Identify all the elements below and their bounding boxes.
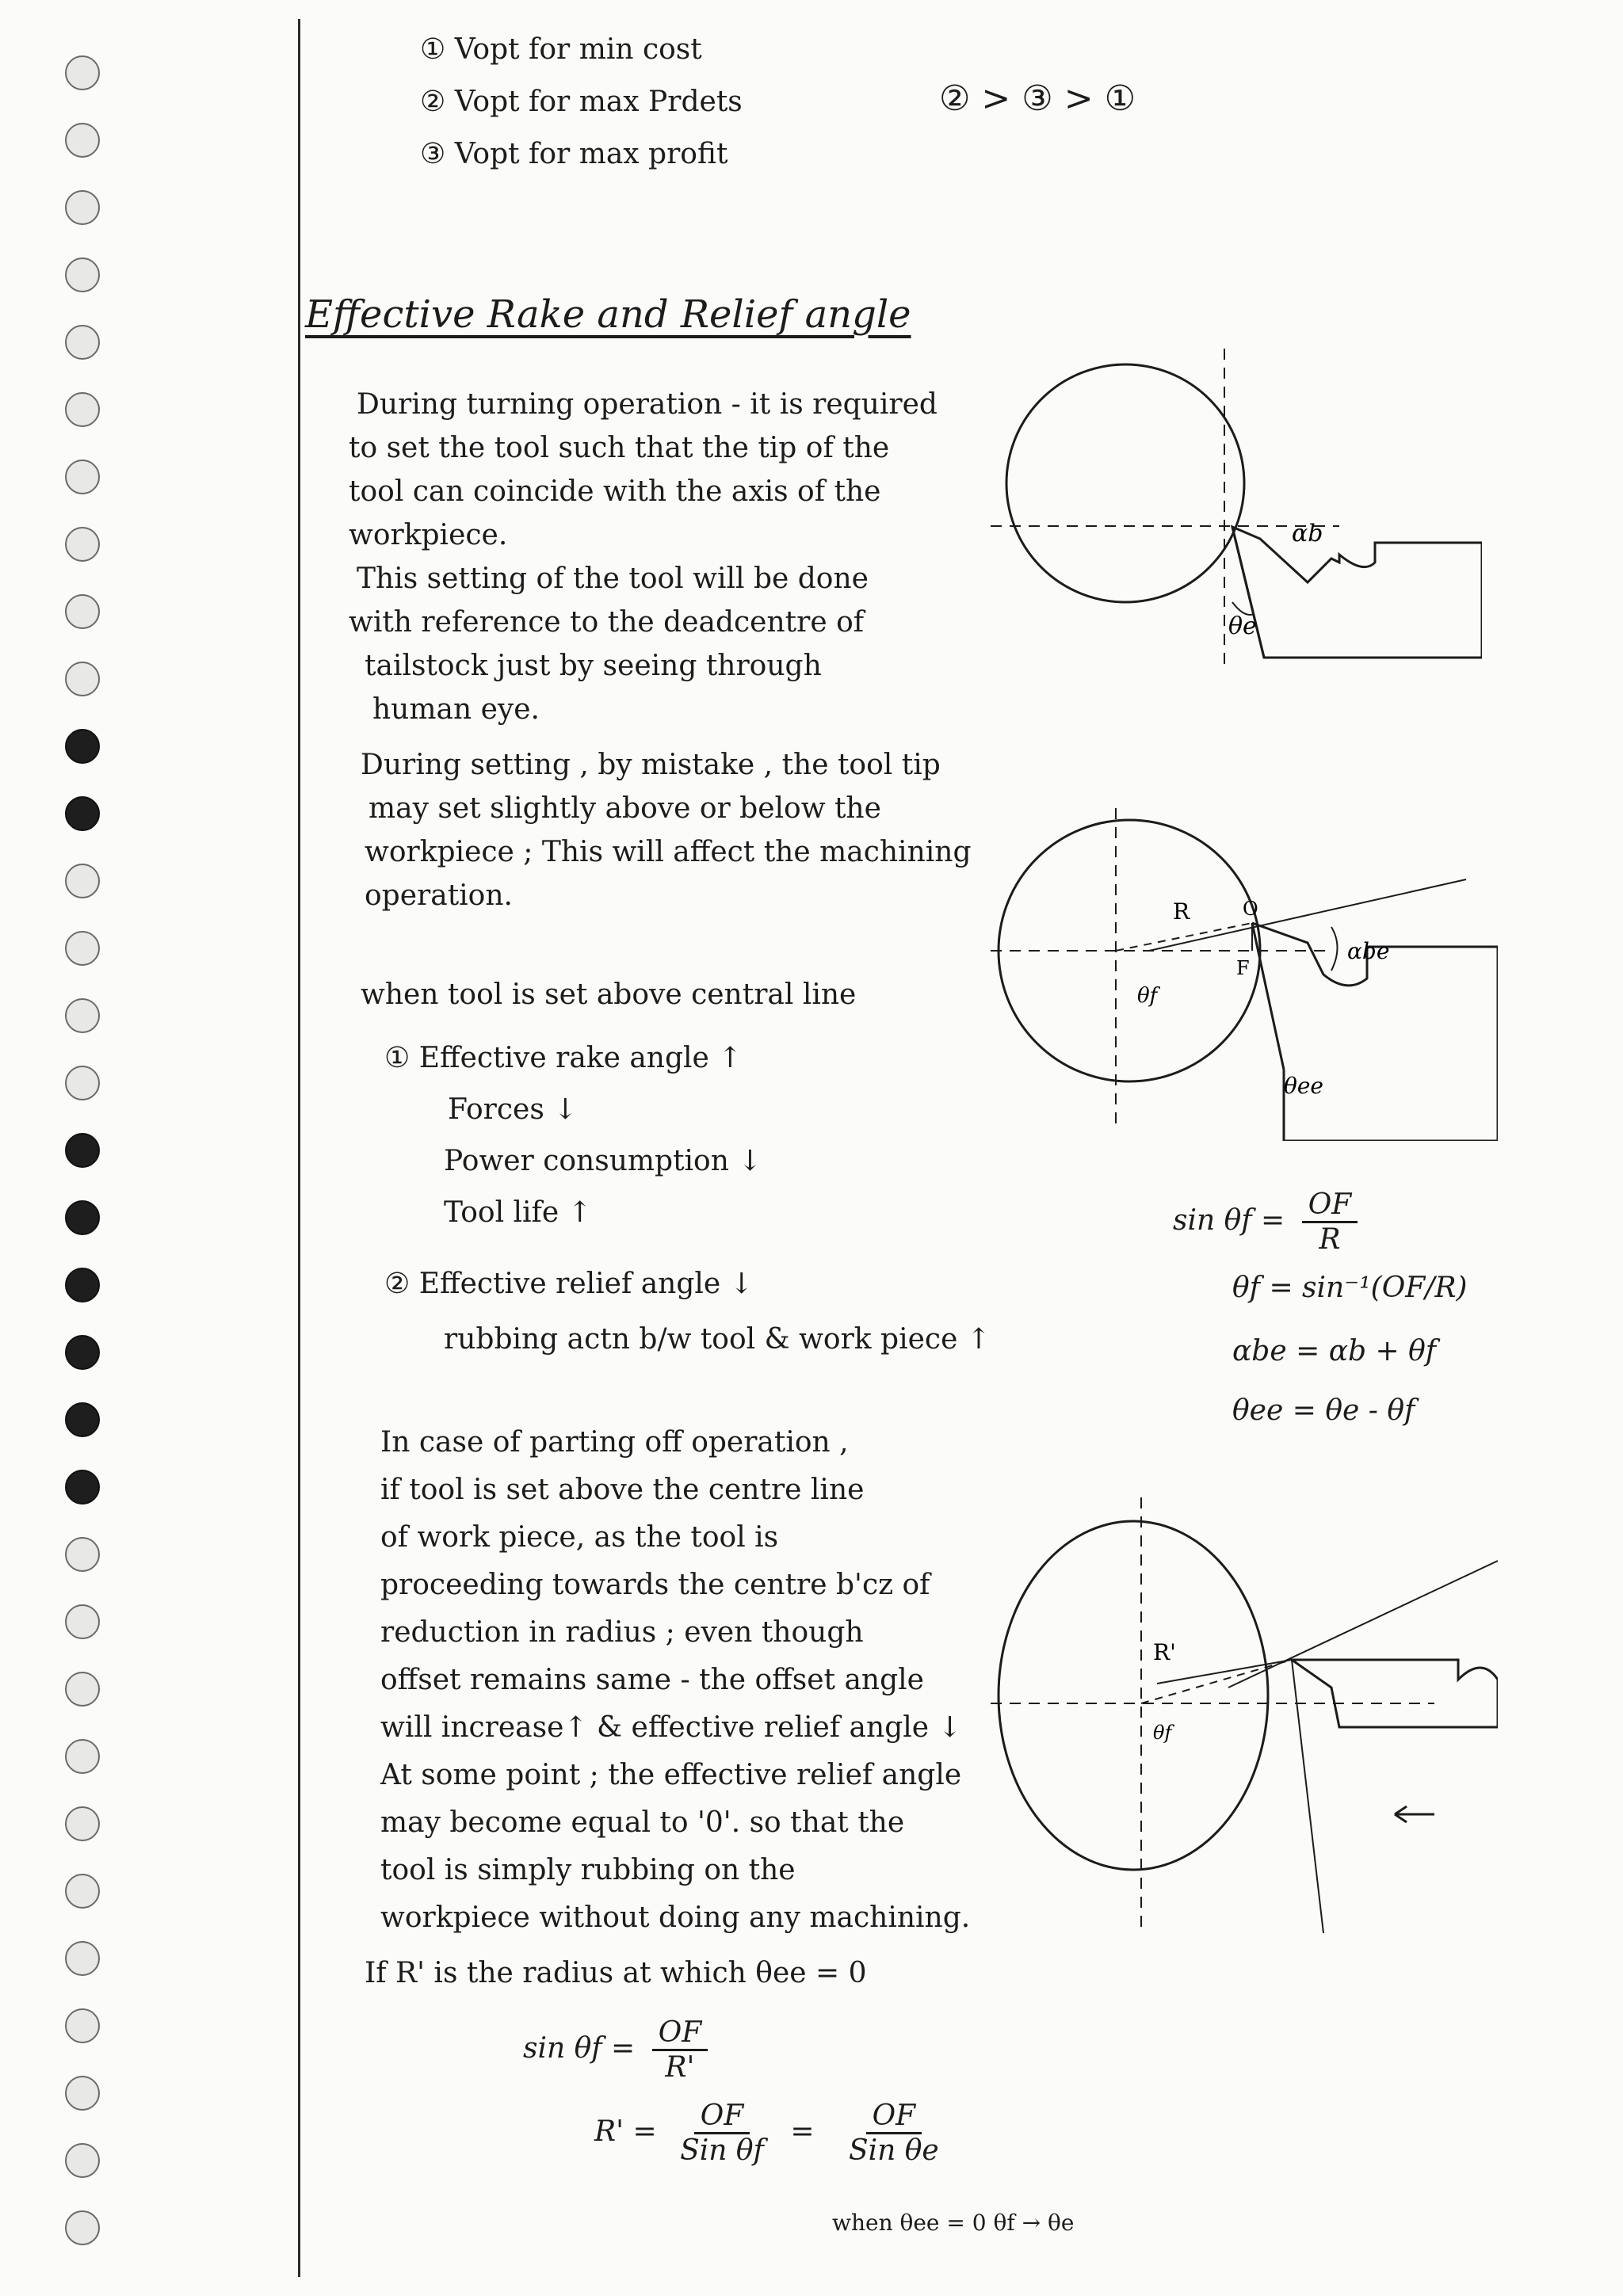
text-line: Power consumption ↓ bbox=[444, 1145, 762, 1177]
binder-holes bbox=[48, 40, 143, 2274]
tool-outline bbox=[1292, 1660, 1498, 1727]
binder-hole bbox=[65, 190, 100, 225]
alpha-label: αb bbox=[1292, 520, 1323, 547]
text-line: workpiece without doing any machining. bbox=[380, 1901, 971, 1934]
binder-hole bbox=[65, 1402, 100, 1437]
binder-hole bbox=[65, 2143, 100, 2178]
binder-hole bbox=[65, 931, 100, 966]
binder-hole bbox=[65, 257, 100, 292]
denominator: Sin θf bbox=[680, 2134, 764, 2168]
formula-lhs: sin θf = bbox=[1173, 1203, 1285, 1237]
formula: θee = θe - θf bbox=[1232, 1394, 1415, 1427]
binder-hole bbox=[65, 325, 100, 360]
fraction bbox=[652, 2016, 708, 2084]
text-line: If R' is the radius at which θee = 0 bbox=[365, 1957, 867, 1989]
theta-f-label: θf bbox=[1137, 984, 1158, 1008]
text-line: when tool is set above central line bbox=[361, 978, 857, 1011]
fraction bbox=[674, 2100, 770, 2168]
binder-hole bbox=[65, 1200, 100, 1235]
formula: αbe = αb + θf bbox=[1232, 1335, 1437, 1367]
text-line: reduction in radius ; even though bbox=[380, 1616, 864, 1649]
binder-hole bbox=[65, 796, 100, 831]
figure-parting-off bbox=[991, 1497, 1498, 1941]
formula-lhs: sin θf = bbox=[523, 2031, 636, 2065]
text-line: may set slightly above or below the bbox=[369, 792, 881, 825]
binder-hole bbox=[65, 998, 100, 1033]
footnote: when θee = 0 θf → θe bbox=[832, 2210, 1075, 2236]
text-line: will increase↑ & effective relief angle ↓ bbox=[380, 1711, 962, 1744]
text-line: workpiece. bbox=[349, 519, 508, 551]
binder-hole bbox=[65, 2076, 100, 2111]
angle-arc bbox=[1331, 927, 1338, 971]
alpha-label: αbe bbox=[1347, 938, 1390, 964]
text-line: workpiece ; This will affect the machining bbox=[365, 836, 972, 868]
binder-hole bbox=[65, 1739, 100, 1774]
text-line: tool can coincide with the axis of the bbox=[349, 475, 881, 508]
text-line: offset remains same - the offset angle bbox=[380, 1664, 924, 1696]
formula-lhs: R' = bbox=[594, 2115, 657, 2148]
text-line: to set the tool such that the tip of the bbox=[349, 432, 890, 464]
formula bbox=[523, 2016, 708, 2084]
foot-label: F bbox=[1236, 957, 1250, 979]
text-line: proceeding towards the centre b'cz of bbox=[380, 1569, 930, 1601]
numerator: OF bbox=[866, 2100, 922, 2134]
binder-hole bbox=[65, 1133, 100, 1168]
binder-hole bbox=[65, 594, 100, 629]
text-line: rubbing actn b/w tool & work piece ↑ bbox=[444, 1323, 991, 1356]
binder-hole bbox=[65, 392, 100, 427]
text-line: if tool is set above the centre line bbox=[380, 1474, 865, 1506]
figure-tool-on-center bbox=[991, 349, 1482, 681]
binder-hole bbox=[65, 1941, 100, 1976]
tool-outline bbox=[1232, 527, 1482, 658]
binder-hole bbox=[65, 1066, 100, 1100]
denominator: R bbox=[1319, 1223, 1341, 1257]
formula: θf = sin⁻¹(OF/R) bbox=[1232, 1272, 1468, 1304]
list-item: ② Vopt for max Prdets bbox=[420, 86, 743, 118]
binder-hole bbox=[65, 1470, 100, 1505]
radius-label: R bbox=[1173, 898, 1190, 925]
text-line: may become equal to '0'. so that the bbox=[380, 1806, 905, 1839]
denominator: R' bbox=[665, 2051, 695, 2084]
figure-1-svg bbox=[991, 349, 1482, 681]
text-line: ② Effective relief angle ↓ bbox=[384, 1268, 754, 1300]
tool-flank-line bbox=[1292, 1660, 1323, 1933]
denominator: Sin θe bbox=[848, 2134, 939, 2168]
ordering: ② > ③ > ① bbox=[939, 78, 1136, 119]
binder-hole bbox=[65, 2008, 100, 2043]
text-line: At some point ; the effective relief angle bbox=[380, 1759, 962, 1791]
binder-hole bbox=[65, 527, 100, 562]
text-line: Forces ↓ bbox=[448, 1093, 578, 1126]
binder-hole bbox=[65, 864, 100, 898]
tool-flank bbox=[1252, 923, 1284, 1070]
figure-2-svg bbox=[991, 808, 1498, 1141]
binder-hole bbox=[65, 1806, 100, 1841]
text-line: During setting , by mistake , the tool tip bbox=[361, 749, 941, 781]
numerator: OF bbox=[694, 2100, 750, 2134]
radius-label: R' bbox=[1153, 1639, 1176, 1665]
theta-f-label: θf bbox=[1153, 1722, 1172, 1744]
list-item: ① Vopt for min cost bbox=[420, 33, 702, 66]
binder-hole bbox=[65, 1672, 100, 1707]
tangent-line bbox=[1149, 879, 1466, 951]
equals-sign: = bbox=[790, 2115, 815, 2148]
text-line: human eye. bbox=[372, 693, 540, 726]
numerator: OF bbox=[652, 2016, 708, 2051]
fraction bbox=[1302, 1188, 1358, 1257]
binder-hole bbox=[65, 662, 100, 696]
text-line: with reference to the deadcentre of bbox=[349, 606, 865, 639]
binder-hole bbox=[65, 1268, 100, 1302]
fraction bbox=[842, 2100, 945, 2168]
binder-hole bbox=[65, 1604, 100, 1639]
theta-label: θe bbox=[1228, 612, 1257, 640]
text-line: operation. bbox=[365, 879, 513, 912]
figure-tool-above-center bbox=[991, 808, 1498, 1141]
formula bbox=[1173, 1188, 1358, 1257]
radius-line bbox=[1116, 923, 1252, 951]
binder-hole bbox=[65, 729, 100, 764]
margin-line bbox=[298, 19, 300, 2277]
text-line: tool is simply rubbing on the bbox=[380, 1854, 796, 1886]
binder-hole bbox=[65, 1874, 100, 1909]
binder-hole bbox=[65, 1537, 100, 1572]
text-line: Tool life ↑ bbox=[444, 1196, 592, 1229]
origin-label: O bbox=[1243, 898, 1258, 920]
binder-hole bbox=[65, 1335, 100, 1370]
binder-hole bbox=[65, 55, 100, 90]
list-item: ③ Vopt for max profit bbox=[420, 138, 728, 170]
feed-arrow-icon bbox=[1395, 1806, 1434, 1822]
text-line: ① Effective rake angle ↑ bbox=[384, 1042, 743, 1074]
binder-hole bbox=[65, 123, 100, 158]
workpiece-outline bbox=[999, 1521, 1268, 1870]
binder-hole bbox=[65, 460, 100, 494]
binder-hole bbox=[65, 2210, 100, 2245]
formula bbox=[594, 2100, 945, 2168]
section-title: Effective Rake and Relief angle bbox=[305, 292, 911, 337]
workpiece-circle bbox=[1006, 364, 1244, 602]
text-line: of work piece, as the tool is bbox=[380, 1521, 779, 1554]
text-line: In case of parting off operation , bbox=[380, 1426, 849, 1459]
numerator: OF bbox=[1302, 1188, 1358, 1223]
text-line: tailstock just by seeing through bbox=[365, 650, 822, 682]
figure-3-svg bbox=[991, 1497, 1498, 1941]
text-line: This setting of the tool will be done bbox=[357, 563, 869, 595]
theta-label: θee bbox=[1284, 1073, 1323, 1099]
text-line: During turning operation - it is required bbox=[357, 388, 938, 421]
